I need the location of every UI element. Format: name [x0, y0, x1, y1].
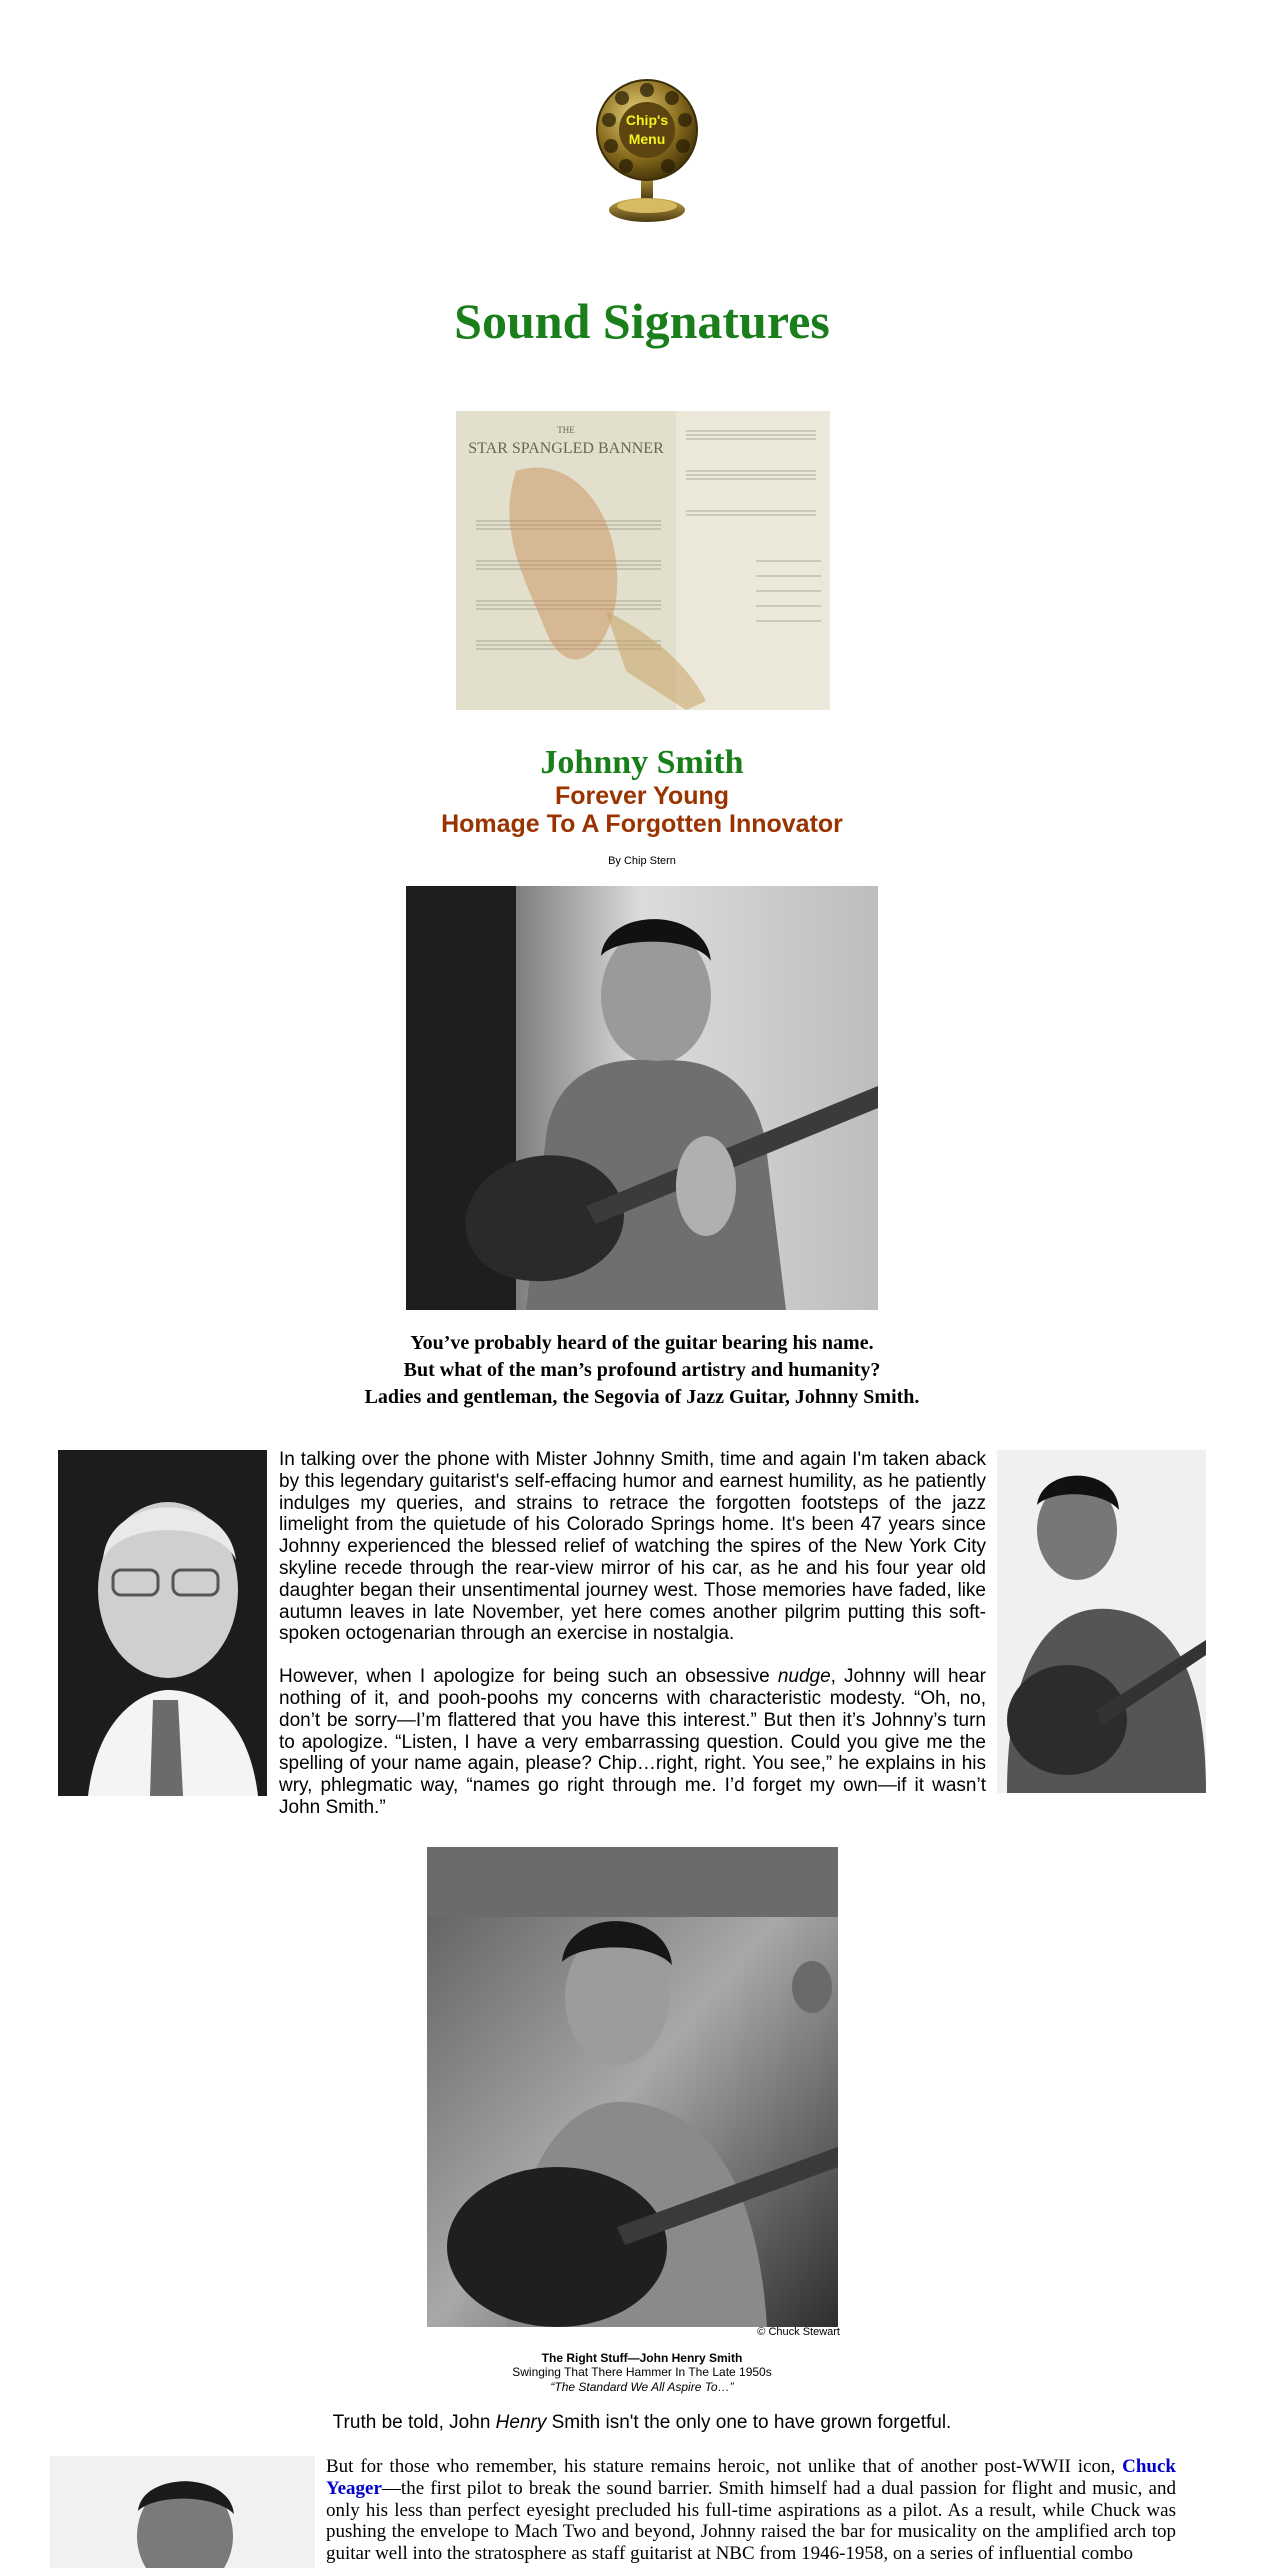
sheet-music-heading: THE [557, 425, 575, 435]
sheet-music-title: STAR SPANGLED BANNER [468, 440, 664, 457]
paragraph-2-a: However, when I apologize for being such an obsessive [279, 1666, 778, 1688]
paragraph-2 [56, 1666, 986, 1819]
johnny-smith-guitar-photo [406, 886, 878, 1310]
paragraph-3-b: —the first pilot to break the sound barrier. Smith himself had a dual passion for flight and music, and only his less than perfect eyesight precluded his full-time aspirations as a pilot. As a result, while Chuck was pushing the envelope to Mach Two and beyond, Johnny raised the bar for musicality on the amplified arch top guitar well into the stratosphere as staff guitarist at NBC from 1946-1958, on a series of influential combo [326, 2477, 1176, 2565]
logo-text-line1: Chip's [625, 112, 669, 128]
truth-b: Smith isn't the only one to have grown forgetful. [546, 2412, 952, 2433]
caption-line-2: Swinging That There Hammer In The Late 1950s [512, 2365, 772, 2379]
photo-credit: © Chuck Stewart [757, 2326, 840, 2338]
chuck-yeager-photo [50, 2456, 315, 2568]
intro-line-1: You’ve probably heard of the guitar bearing his name. [410, 1332, 874, 1354]
paragraph-1: In talking over the phone with Mister Johnny Smith, time and again I'm taken aback by this legendary guitarist's self-effacing humor and earnest humility, as he patiently indulges my queries, and strains to retrace the forgotten footsteps of the jazz limelight from the quietude of his Colorado Springs home. It's been 47 years since Johnny experienced the blessed relief of watching the spires of the New York City skyline recede through the rear-view mirror of his car, as he and his four year old daughter began their unsentimental journey west. Those memories have faded, like autumn leaves in late November, yet here comes another pilgrim putting this soft-spoken octogenarian through an exercise in nostalgia. [279, 1449, 986, 1645]
sheet-music-gramophone-image [456, 411, 830, 710]
article-subtitle-1: Forever Young [554, 782, 730, 810]
logo-text-line2: Menu [628, 131, 666, 147]
microphone-menu-icon [592, 70, 702, 230]
truth-emphasis: Henry [495, 2412, 547, 2433]
intro-line-3: Ladies and gentleman, the Segovia of Jazz Guitar, Johnny Smith. [364, 1386, 920, 1408]
caption-line-1: The Right Stuff—John Henry Smith [541, 2351, 743, 2365]
caption-line-3: “The Standard We All Aspire To…” [550, 2380, 734, 2394]
chuck-yeager-link[interactable]: Chuck Yeager [326, 2456, 1176, 2499]
byline: By Chip Stern [608, 855, 676, 867]
paragraph-2-b: , Johnny will hear nothing of it, and pooh-poohs my concerns with characteristic modesty. “Oh, no, don’t be sorry—I’m flattered that you have this interest.” But then it’s Johnny’s turn to apologize. “Listen, I have a very embarrassing question. Could you give me the spelling of your name again, please? Chip…right, right. You see,” he explains in his wry, phlegmatic way, “names go right through me. I’d forget my own—if it wasn’t John Smith.” [279, 1666, 986, 1818]
article-name: Johnny Smith [540, 744, 744, 781]
truth-a: Truth be told, John [332, 2412, 496, 2433]
article-body-2 [326, 2456, 1176, 2565]
truth-line [0, 2412, 1284, 2434]
chips-menu-logo[interactable] [592, 70, 702, 230]
intro-lines [0, 1330, 1284, 1411]
paragraph-3-a: But for those who remember, his stature remains heroic, not unlike that of another post-WWII icon, [326, 2456, 1123, 2477]
right-stuff-photo [427, 1847, 838, 2327]
paragraph-2-emphasis: nudge [777, 1666, 831, 1688]
johnny-smith-playing-photo [997, 1450, 1206, 1793]
intro-line-2: But what of the man’s profound artistry and humanity? [403, 1359, 881, 1381]
article-subtitle-2: Homage To A Forgotten Innovator [441, 810, 843, 838]
page-title: Sound Signatures [454, 293, 830, 349]
article-body-1 [56, 1449, 986, 1840]
